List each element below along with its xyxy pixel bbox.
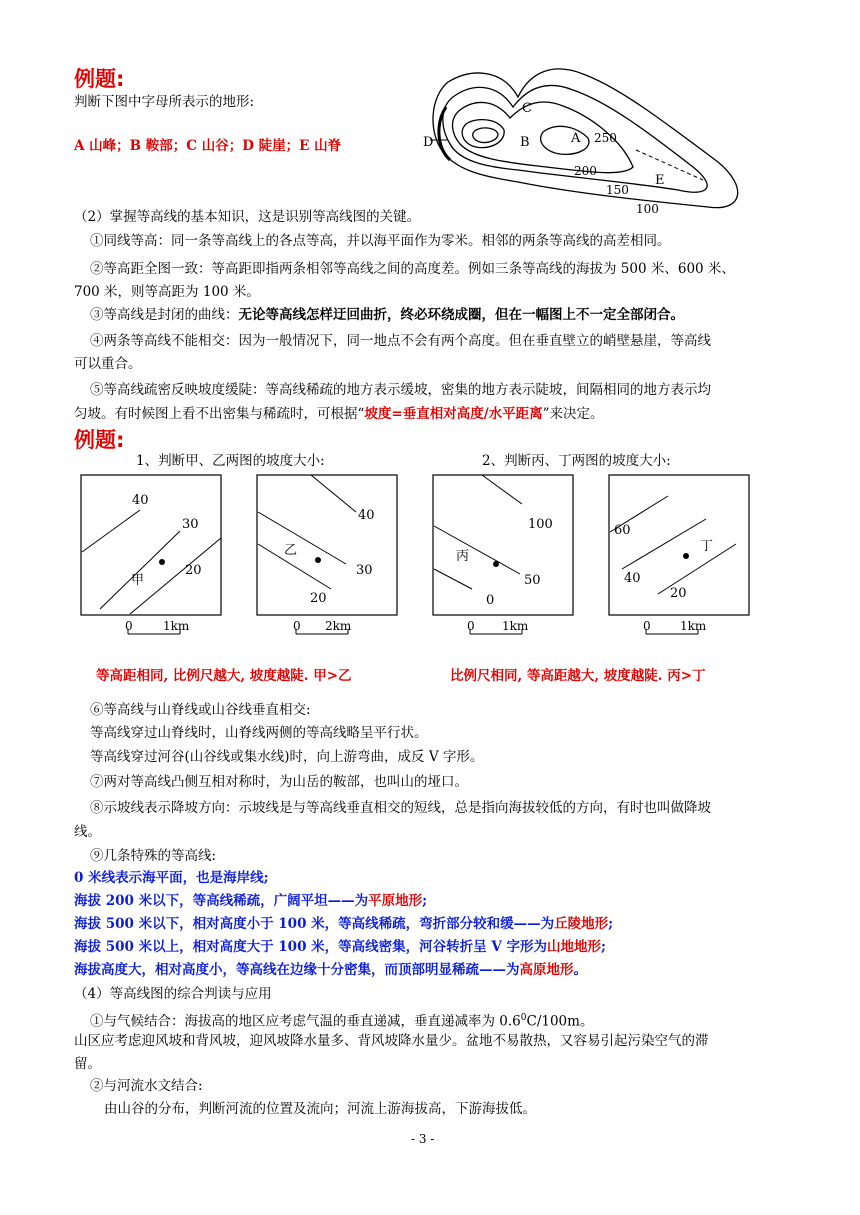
svg-text:40: 40 <box>358 508 375 523</box>
section2-p2a: ②等高距全图一致：等高距即指两条相邻等高线之间的高度差。例如三条等高线的海拔为 500 米、600 米、 <box>90 261 735 277</box>
svg-text:1km: 1km <box>502 619 529 633</box>
section2-p3b: 无论等高线怎样迂回曲折，终必环绕成圈，但在一幅图上不一定全部闭合。 <box>238 307 684 323</box>
section2b-p7: ⑦两对等高线凸侧互相对称时，为山岳的鞍部，也叫山的垭口。 <box>90 774 468 790</box>
section2b-p8a: ⑧示坡线表示降坡方向：示坡线是与等高线垂直相交的短线，总是指向海拔较低的方向，有时也叫做降坡 <box>90 800 711 816</box>
figure-yi <box>256 474 401 644</box>
special-b5: 海拔高度大，相对高度小，等高线在边缘十分密集，而顶部明显稀疏——为高原地形。 <box>74 962 587 978</box>
example1-answer: A 山峰；B 鞍部；C 山谷；D 陡崖；E 山脊 <box>74 138 342 154</box>
section4-p2a: 由山谷的分布，判断河流的位置及流向；河流上游海拔高，下游海拔低。 <box>104 1101 536 1117</box>
label-100: 100 <box>636 202 659 216</box>
svg-text:60: 60 <box>614 523 631 538</box>
figure-jia <box>80 474 225 644</box>
svg-text:20: 20 <box>185 563 202 578</box>
svg-text:20: 20 <box>310 591 327 606</box>
section2-p4b: 可以重合。 <box>74 356 142 372</box>
svg-text:0: 0 <box>125 619 133 633</box>
section2b-p8b: 线。 <box>74 824 101 840</box>
svg-text:30: 30 <box>182 517 199 532</box>
svg-text:30: 30 <box>356 563 373 578</box>
svg-text:40: 40 <box>132 493 149 508</box>
svg-text:100: 100 <box>528 517 553 532</box>
contour-250-A <box>541 126 589 154</box>
label-E: E <box>655 173 665 188</box>
svg-text:0: 0 <box>643 619 651 633</box>
svg-text:40: 40 <box>624 571 641 586</box>
section2-p4a: ④两条等高线不能相交：因为一般情况下，同一地点不会有两个高度。但在垂直壁立的峭壁悬崖，等高线 <box>90 333 711 349</box>
section2-p2b: 700 米，则等高距为 100 米。 <box>74 284 260 300</box>
example2-answer2: 比例尺相同, 等高距越大, 坡度越陡. 丙>丁 <box>450 668 706 684</box>
section2-p5d: ”来决定。 <box>542 406 604 422</box>
svg-text:乙: 乙 <box>284 543 298 558</box>
svg-text:丙: 丙 <box>456 549 470 564</box>
section2-p5 <box>74 403 604 425</box>
example2-heading: 例题: <box>74 428 125 452</box>
label-200: 200 <box>574 164 597 178</box>
page-number: - 3 - <box>411 1132 435 1146</box>
section4-p1d: 留。 <box>74 1056 101 1072</box>
label-250: 250 <box>594 131 617 145</box>
svg-text:2km: 2km <box>325 619 352 633</box>
contour-map-landforms <box>418 62 758 222</box>
section2-p5b: 匀坡。有时候图上看不出密集与稀疏时，可根据“ <box>74 406 365 422</box>
example2-q1: 1、判断甲、乙两图的坡度大小: <box>136 453 325 469</box>
svg-text:0: 0 <box>486 593 495 608</box>
figure-bing <box>432 474 577 644</box>
special-b1: 0 米线表示海平面，也是海岸线; <box>74 870 269 886</box>
contour-inner-left <box>473 128 498 143</box>
section4-p1c: 山区应考虑迎风坡和背风坡，迎风坡降水量多、背风坡降水量少。盆地不易散热，又容易引起污染空气的滞 <box>74 1033 709 1049</box>
section2b-p6b: 等高线穿过河谷(山谷线或集水线)时，向上游弯曲，成反 V 字形。 <box>90 749 484 765</box>
special-b2: 海拔 200 米以下，等高线稀疏，广阔平坦——为平原地形; <box>74 893 428 909</box>
svg-text:50: 50 <box>524 573 541 588</box>
section4-p1: ①与气候结合：海拔高的地区应考虑气温的垂直递减，垂直递减率为 $0.6^0C/100m$。 <box>90 1013 594 1030</box>
section2b-p6a: 等高线穿过山脊线时，山脊线两侧的等高线略呈平行状。 <box>90 725 428 741</box>
svg-text:1km: 1km <box>680 619 707 633</box>
section2b-p6: ⑥等高线与山脊线或山谷线垂直相交: <box>90 702 311 718</box>
label-D: D <box>423 135 434 150</box>
section4-title: （4）等高线图的综合判读与应用 <box>74 986 272 1002</box>
svg-text:20: 20 <box>670 586 687 601</box>
section2-p1: ①同线等高：同一条等高线上的各点等高，并以海平面作为零米。相邻的两条等高线的高差相同。 <box>90 233 671 249</box>
section2-p5a: ⑤等高线疏密反映坡度缓陡：等高线稀疏的地方表示缓坡，密集的地方表示陡坡，间隔相同的地方表示均 <box>90 382 711 398</box>
example2-answer1: 等高距相同, 比例尺越大, 坡度越陡. 甲>乙 <box>96 668 352 684</box>
example1-question: 判断下图中字母所表示的地形: <box>74 94 255 110</box>
svg-text:1km: 1km <box>163 619 190 633</box>
section2-p5c: 坡度=垂直相对高度/水平距离 <box>364 406 543 422</box>
label-B: B <box>520 135 530 150</box>
svg-text:0: 0 <box>467 619 475 633</box>
label-A: A <box>571 131 581 146</box>
contour-100 <box>433 69 738 208</box>
svg-text:丁: 丁 <box>700 539 714 554</box>
special-b4: 海拔 500 米以上，相对高度大于 100 米，等高线密集，河谷转折呈 V 字形为山地地形; <box>74 939 607 955</box>
section2b-p9: ⑨几条特殊的等高线: <box>90 848 217 864</box>
section2-p3a: ③等高线是封闭的曲线： <box>90 307 239 323</box>
section2-p3 <box>90 304 684 326</box>
svg-text:0: 0 <box>293 619 301 633</box>
label-150: 150 <box>606 183 629 197</box>
label-C: C <box>522 101 532 116</box>
special-b3: 海拔 500 米以下，相对高度小于 100 米，等高线稀疏，弯折部分较和缓——为丘陵地形; <box>74 916 614 932</box>
example1-heading: 例题: <box>74 67 125 91</box>
svg-text:甲: 甲 <box>131 573 145 588</box>
example2-q2: 2、判断丙、丁两图的坡度大小: <box>482 453 671 469</box>
figure-ding <box>608 474 753 644</box>
section4-p2: ②与河流水文结合: <box>90 1078 203 1094</box>
section2-title: （2）掌握等高线的基本知识，这是识别等高线图的关键。 <box>74 209 421 225</box>
